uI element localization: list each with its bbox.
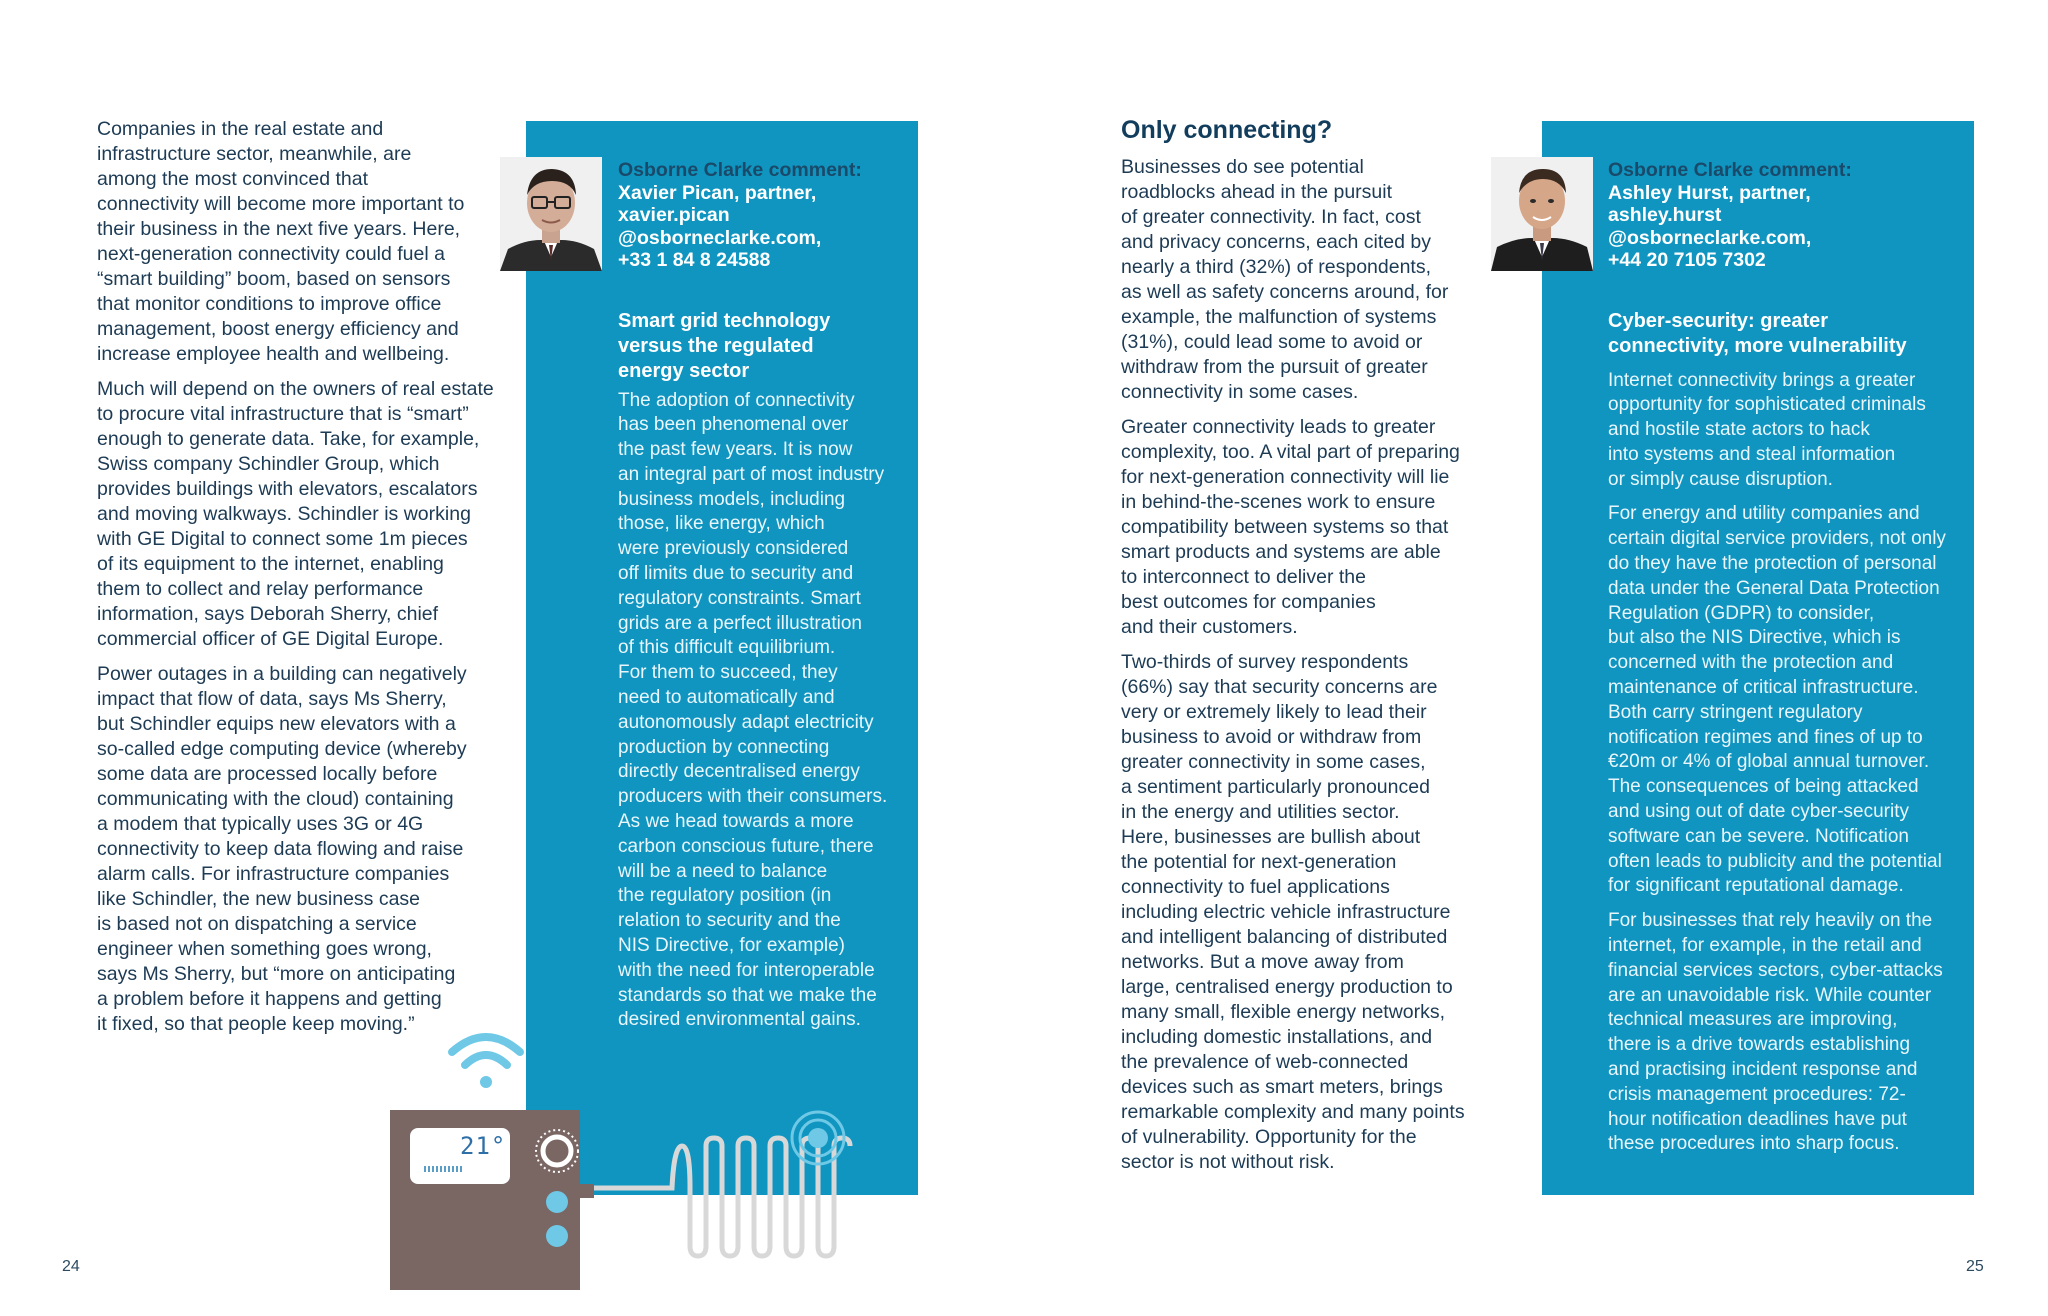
body-paragraph-1: Businesses do see potential roadblocks ahead in the pursuit of greater connectivity. In fact, cost and privacy concerns, each cited by nearly a third (32%) of respondents, as well as safety concerns around, for example, the malfunction of systems (31%), could lead some to avoid or withdraw from the pursuit of greater connectivity in some cases.	[1121, 156, 1449, 403]
partner-portrait	[500, 157, 602, 271]
control-button-icon	[546, 1191, 568, 1213]
comment-paragraph-1: Internet connectivity brings a greater opportunity for sophisticated criminals and hostile state actors to hack into systems and steal information or simply cause disruption.	[1608, 369, 1926, 490]
thermostat-display: 21°	[460, 1132, 507, 1160]
comment-paragraph-2: For energy and utility companies and certain digital service providers, not only do they have the protection of personal data under the General Data Protection Regulation (GDPR) to consider, but also the NIS Directive, which is concerned with the protection and maintenance of critical infrastructure. Both carry stringent regulatory notification regimes and fines of up to €20m or 4% of global annual turnover. The consequences of being attacked and using out of date cyber-security software can be severe. Notification often leads to publicity and the potential for significant reputational damage.	[1608, 503, 1946, 897]
right-body-column	[1121, 155, 1541, 1185]
comment-label: Osborne Clarke comment:	[1608, 159, 1852, 181]
body-paragraph-3: Power outages in a building can negatively impact that flow of data, says Ms Sherry, but Schindler equips new elevators with a so-called edge computing device (whereby some data are processed locally before communicating with the cloud) containing a modem that typically uses 3G or 4G connectivity to keep data flowing and raise alarm calls. For infrastructure companies like Schindler, the new business case is based not on dispatching a service engineer when something goes wrong, says Ms Sherry, but “more on anticipating a problem before it happens and getting it fixed, so that people keep moving.”	[97, 663, 467, 1035]
control-button-icon	[546, 1225, 568, 1247]
radiator-pipe-icon	[580, 1138, 850, 1256]
comment-content	[618, 159, 918, 1043]
wifi-icon	[452, 1037, 520, 1088]
body-paragraph-3: Two-thirds of survey respondents (66%) say that security concerns are very or extremely likely to lead their business to avoid or withdraw from greater connectivity in some cases, a sentiment particularly pronounced in the energy and utilities sector. Here, businesses are bullish about the potential for next-generation connectivity to fuel applications including electric vehicle infrastructure and intelligent balancing of distributed networks. But a move away from large, centralised energy production to many small, flexible energy networks, including domestic installations, and the prevalence of web-connected devices such as smart meters, brings remarkable complexity and many points of vulnerability. Opportunity for the sector is not without risk.	[1121, 651, 1465, 1173]
body-paragraph-1: Companies in the real estate and infrastructure sector, meanwhile, are among the most convinced that connectivity will become more important to their business in the next five years. Here, next-generation connectivity could fuel a “smart building” boom, based on sensors that monitor conditions to improve office management, boost energy efficiency and increase employee health and wellbeing.	[97, 118, 465, 365]
comment-title: Smart grid technology versus the regulated energy sector	[618, 309, 831, 382]
page-number: 24	[62, 1258, 80, 1275]
person-portrait-icon	[500, 157, 602, 271]
comment-contact: Osborne Clarke comment: Ashley Hurst, partner, ashley.hurst @osborneclarke.com, +44 20 7105 7302	[1608, 159, 1948, 272]
person-portrait-icon	[1491, 157, 1593, 271]
section-heading: Only connecting?	[1121, 116, 1333, 144]
comment-text: The adoption of connectivity has been phenomenal over the past few years. It is now an integral part of most industry business models, including those, like energy, which were previously considered off limits due to security and regulatory constraints. Smart grids are a perfect illustration of this difficult equilibrium. For them to succeed, they need to automatically and autonomously adapt electricity production by connecting directly decentralised energy producers with their consumers. As we head towards a more carbon conscious future, there will be a need to balance the regulatory position (in relation to security and the NIS Directive, for example) with the need for interoperable standards so that we make the desired environmental gains.	[618, 389, 888, 1031]
smart-thermostat-illustration	[380, 1020, 900, 1300]
body-paragraph-2: Greater connectivity leads to greater complexity, too. A vital part of preparing for next-generation connectivity will lie in behind-the-scenes work to ensure compatibility between systems so that smart products and systems are able to interconnect to deliver the best outcomes for companies and their customers.	[1121, 416, 1460, 638]
comment-paragraph-3: For businesses that rely heavily on the internet, for example, in the retail and financial services sectors, cyber-attacks are an unavoidable risk. While counter technical measures are improving, there is a drive towards establishing and practising incident response and crisis management procedures: 72- hour notification deadlines have put these procedures into sharp focus.	[1608, 910, 1943, 1155]
page-number: 25	[1966, 1258, 1984, 1275]
partner-portrait	[1491, 157, 1593, 271]
body-paragraph-2: Much will depend on the owners of real estate to procure vital infrastructure that is “smart” enough to generate data. Take, for example, Swiss company Schindler Group, which provides buildings with elevators, escalators and moving walkways. Schindler is working with GE Digital to connect some 1m pieces of its equipment to the internet, enabling them to collect and relay performance information, says Deborah Sherry, chief commercial officer of GE Digital Europe.	[97, 378, 494, 650]
right-page	[1024, 0, 2048, 1316]
comment-contact: Osborne Clarke comment: Xavier Pican, partner, xavier.pican @osborneclarke.com, +33 1 84 8 24588	[618, 159, 918, 272]
comment-content	[1608, 159, 1948, 1167]
signal-target-icon	[792, 1112, 844, 1164]
comment-title: Cyber-security: greater connectivity, more vulnerability	[1608, 309, 1907, 357]
left-body-column	[97, 117, 517, 1047]
comment-label: Osborne Clarke comment:	[618, 159, 862, 181]
